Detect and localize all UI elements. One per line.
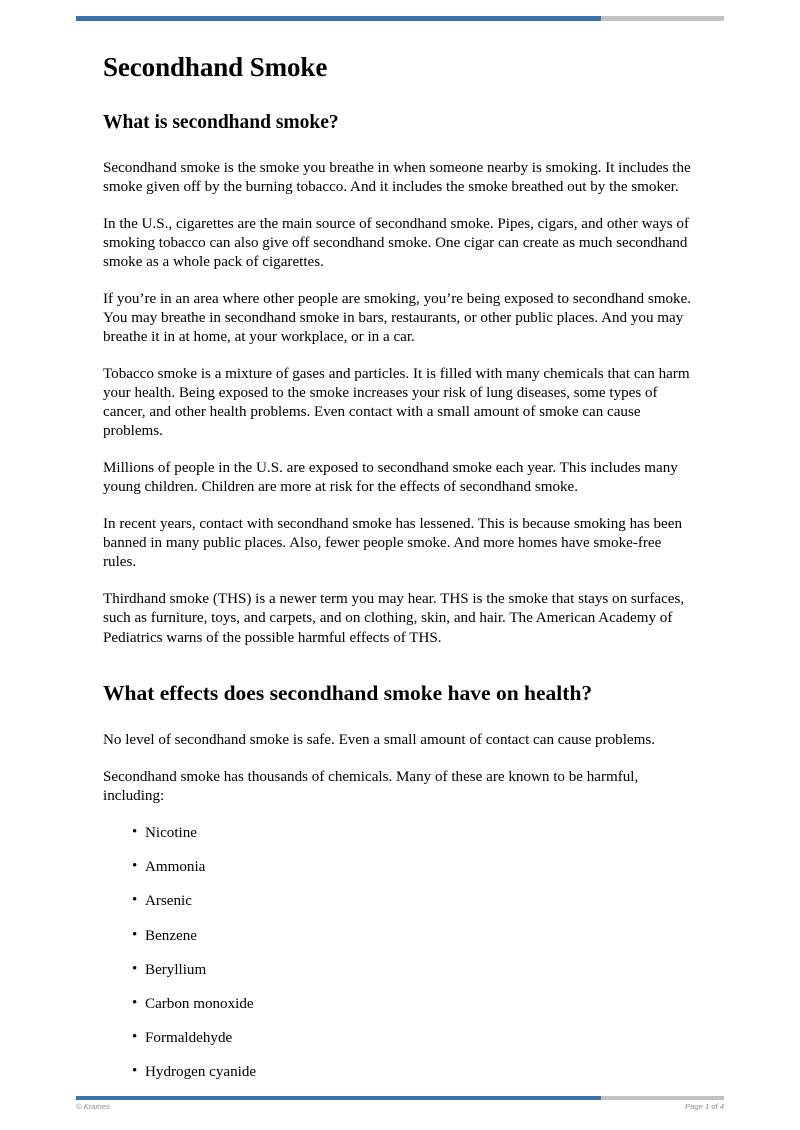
paragraph: No level of secondhand smoke is safe. Even a small amount of contact can cause problems. — [103, 732, 656, 749]
header-rule-blue-segment — [76, 16, 601, 21]
section-heading-health-effects: What effects does secondhand smoke have on health? — [103, 680, 593, 705]
list-item: • Ammonia — [103, 858, 697, 877]
paragraph: In the U.S., cigarettes are the main source of secondhand smoke. Pipes, cigars, and other ways of smoking tobacco can also give off secondhand smoke. One cigar can create as much secondhand smoke as a whole pack of cigarettes. — [103, 215, 689, 270]
list-item: • Hydrogen cyanide — [103, 1063, 697, 1082]
footer — [76, 1102, 724, 1111]
document-content — [103, 52, 697, 1098]
list-item: • Benzene — [103, 927, 697, 946]
page-title: Secondhand Smoke — [103, 52, 328, 82]
paragraph: In recent years, contact with secondhand smoke has lessened. This is because smoking has been banned in many public places. Also, fewer people smoke. And more homes have smoke-free rules. — [103, 516, 682, 571]
list-item: • Beryllium — [103, 961, 697, 980]
footer-rule — [76, 1096, 724, 1100]
footer-rule-gray-segment — [601, 1096, 724, 1100]
paragraph: Millions of people in the U.S. are exposed to secondhand smoke each year. This includes many young children. Children are more at risk for the effects of secondhand smoke. — [103, 460, 678, 496]
paragraph: Tobacco smoke is a mixture of gases and particles. It is filled with many chemicals that can harm your health. Being exposed to the smoke increases your risk of lung diseases, some types of cancer, and other health problems. Even contact with a small amount of smoke can cause problems. — [103, 365, 690, 440]
section-heading-what-is-secondhand-smoke: What is secondhand smoke? — [103, 112, 339, 134]
list-item: • Nicotine — [103, 824, 697, 843]
copyright-notice: © Krames — [76, 1102, 110, 1111]
page-number: Page 1 of 4 — [685, 1102, 724, 1111]
paragraph: Secondhand smoke is the smoke you breathe in when someone nearby is smoking. It includes the smoke given off by the burning tobacco. And it includes the smoke breathed out by the smoker. — [103, 159, 691, 195]
list-item: • Carbon monoxide — [103, 995, 697, 1014]
header-rule — [76, 16, 724, 21]
paragraph: Secondhand smoke has thousands of chemicals. Many of these are known to be harmful, including: — [103, 769, 639, 805]
paragraph: If you’re in an area where other people are smoking, you’re being exposed to secondhand smoke. You may breathe in secondhand smoke in bars, restaurants, or other public places. And you may breathe it in at home, at your workplace, or in a car. — [103, 290, 692, 346]
header-rule-gray-segment — [601, 16, 724, 21]
list-item: • Arsenic — [103, 892, 697, 911]
list-item: • Formaldehyde — [103, 1029, 697, 1048]
paragraph: Thirdhand smoke (THS) is a newer term you may hear. THS is the smoke that stays on surfaces, such as furniture, toys, and carpets, and on clothing, skin, and hair. The American Academy of Pediatrics warns of the possible harmful effects of THS. — [103, 591, 685, 646]
chemical-list — [103, 824, 697, 1083]
footer-rule-blue-segment — [76, 1096, 601, 1100]
